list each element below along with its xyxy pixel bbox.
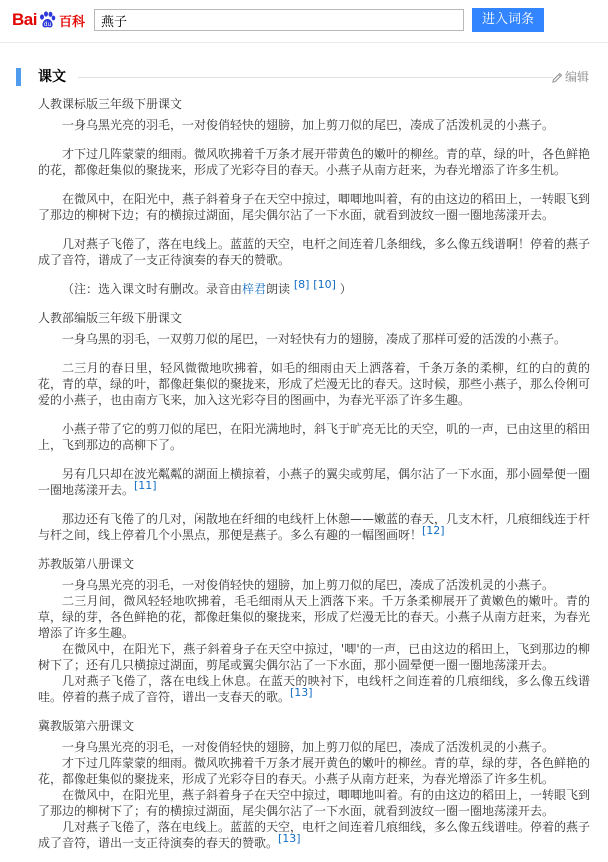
- pencil-icon: [552, 72, 563, 83]
- version-title: 人教部编版三年级下册课文: [38, 311, 183, 325]
- paragraph: 一身乌黑光亮的羽毛，一对俊俏轻快的翅膀，加上剪刀似的尾巴，凑成了活泼机灵的小燕子。: [62, 118, 555, 132]
- paragraph: 几对燕子飞倦了，落在电线上。蓝蓝的天空，电杆之间连着几条细线，多么像五线谱啊！停着的燕子成了音符，谱成了一支正待演奏的春天的赞歌。: [38, 237, 591, 267]
- lesson-block: [38, 96, 590, 297]
- reference-13[interactable]: [13]: [290, 686, 313, 699]
- paragraph: 一身乌黑的羽毛，一双剪刀似的尾巴，一对轻快有力的翅膀，凑成了那样可爱的活泼的小燕子。: [62, 332, 567, 346]
- version-title: 冀教版第六册课文: [38, 719, 135, 733]
- paragraph: 二三月的春日里，轻风微微地吹拂着，如毛的细雨由天上洒落着，千条万条的柔柳，红的白的黄的花，青的草，绿的叶，都像赶集似的聚拢来，形成了烂漫无比的春天。这时候，那些小燕子，那么伶俐可爱的小燕子，也由南方飞来，加入这光彩夺目的图画中，为春光平添了许多生趣。: [38, 361, 591, 407]
- paragraph: 二三月间，微风轻轻地吹拂着，毛毛细雨从天上洒落下来。千万条柔柳展开了黄嫩色的嫩叶。青的草，绿的芽，各色鲜艳的花，都像赶集似的聚拢来，形成了烂漫无比的春天。小燕子从南方赶来，为春光增添了许多生趣。: [38, 594, 591, 640]
- paragraph-text: 另有几只却在波光粼粼的湖面上横掠着，小燕子的翼尖或剪尾，偶尔沾了一下水面，那小圆晕便一圈一圈地荡漾开去。: [38, 467, 591, 497]
- paragraph-text: 几对燕子飞倦了，落在电线上。蓝蓝的天空，电杆之间连着几痕细线，多么像五线谱哇。停着的燕子成了音符，谱出一支正待演奏的春天的赞歌。: [38, 820, 591, 850]
- lesson-block: [38, 310, 590, 543]
- search-input[interactable]: [94, 9, 464, 31]
- reference-8[interactable]: [8]: [293, 278, 310, 291]
- top-header: [0, 0, 608, 43]
- reader-link[interactable]: 梓君: [242, 282, 267, 296]
- reference-11[interactable]: [11]: [134, 479, 157, 492]
- enter-entry-button[interactable]: 进入词条: [472, 8, 544, 32]
- paragraph: 在微风中，在阳光下，燕子斜着身子在天空中掠过，'唧'的一声，已由这边的稻田上，飞到那边的柳树下了；还有几只横掠过湖面，剪尾或翼尖偶尔沾了一下水面，那小圆晕便一圈一圈地荡漾开去。: [38, 642, 590, 672]
- section-accent-bar: [16, 68, 21, 86]
- version-title: 苏教版第八册课文: [38, 557, 135, 571]
- note-suffix: ）: [339, 282, 352, 296]
- edit-label: 编辑: [565, 70, 590, 84]
- lesson-content: [38, 96, 590, 851]
- note-prefix: （注：选入课文时有删改。录音由: [62, 282, 243, 296]
- lesson-block: [38, 556, 590, 705]
- paragraph: [38, 819, 590, 851]
- paragraph: 小燕子带了它的剪刀似的尾巴，在阳光满地时，斜飞于旷亮无比的天空，叽的一声，已由这里的稻田上，飞到那边的高柳下了。: [38, 422, 591, 452]
- baidu-baike-logo[interactable]: [12, 9, 85, 31]
- note-mid: 朗读: [266, 282, 291, 296]
- paragraph: [38, 511, 590, 543]
- paragraph: 才下过几阵蒙蒙的细雨。微风吹拂着千万条才展开带黄色的嫩叶的柳丝。青的草，绿的叶，各色鲜艳的花，都像赶集似的聚拢来，形成了光彩夺目的春天。小燕子从南方赶来，为春光增添了许多生机。: [38, 147, 591, 177]
- paragraph: 一身乌黑光亮的羽毛，一对俊俏轻快的翅膀，加上剪刀似的尾巴，凑成了活泼机灵的小燕子。: [62, 578, 555, 592]
- note-paragraph: [38, 278, 590, 297]
- paragraph: 一身乌黑光亮的羽毛，一对俊俏轻快的翅膀，加上剪刀似的尾巴，凑成了活泼机灵的小燕子。: [62, 740, 555, 754]
- edit-link[interactable]: [552, 66, 589, 88]
- paw-icon: [38, 11, 56, 29]
- reference-12[interactable]: [12]: [422, 524, 445, 537]
- reference-13[interactable]: [13]: [278, 832, 301, 845]
- section-divider: [78, 77, 553, 78]
- svg-text:du: du: [43, 20, 52, 28]
- paragraph-text: 几对燕子飞倦了，落在电线上休息。在蓝天的映衬下，电线杆之间连着的几痕细线，多么像五线谱哇。停着的燕子成了音符，谱出一支春天的歌。: [38, 674, 590, 704]
- paragraph-text: 那边还有飞倦了的几对，闲散地在纤细的电线杆上休憩——嫩蓝的春天，几支木杆，几痕细线连于杆与杆之间，线上停着几个小黑点，那便是燕子。多么有趣的一幅图画呀！: [38, 512, 591, 542]
- lesson-block: [38, 718, 590, 851]
- paragraph: 在微风中，在阳光中，燕子斜着身子在天空中掠过，唧唧地叫着，有的由这边的稻田上，一转眼飞到了那边的柳树下边；有的横掠过湖面，尾尖偶尔沾了一下水面，就看到波纹一圈一圈地荡漾开去。: [38, 192, 591, 222]
- logo-text-baike: 百科: [58, 14, 85, 30]
- paragraph: [38, 673, 590, 705]
- logo-text-bai: Bai: [12, 10, 37, 29]
- paragraph: [38, 466, 590, 498]
- section-title: 课文: [38, 69, 66, 85]
- reference-10[interactable]: [10]: [313, 278, 336, 291]
- paragraph: 在微风中，在阳光里，燕子斜着身子在天空中掠过，唧唧地叫着。有的由这边的稻田上，一转眼飞到了那边的柳树下了；有的横掠过湖面，尾尖偶尔沾了一下水面，就看到波纹一圈一圈地荡漾开去。: [38, 788, 591, 818]
- paragraph: 才下过几阵蒙蒙的细雨。微风吹拂着千万条才展开黄色的嫩叶的柳丝。青的草，绿的芽，各色鲜艳的花，都像赶集似的聚拢来，形成了光彩夺目的春天。小燕子从南方赶来，为春光增添了许多生机。: [38, 756, 591, 786]
- section-header: [16, 66, 592, 88]
- version-title: 人教课标版三年级下册课文: [38, 97, 183, 111]
